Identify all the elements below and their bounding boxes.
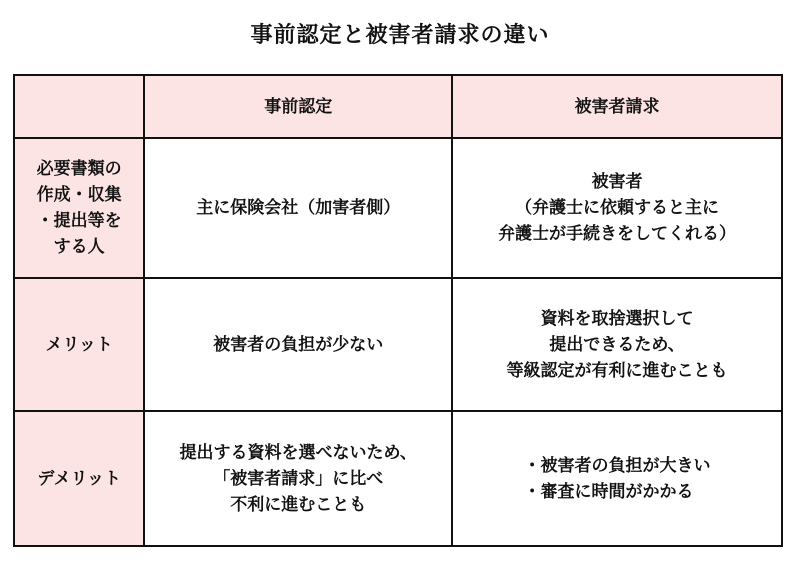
row-label-line: メリット [45, 334, 113, 355]
cell-line: （弁護士に依頼すると主に [515, 198, 720, 218]
cell-line: 提出できるため、 [549, 334, 685, 355]
row-label-line: する人 [53, 237, 105, 257]
cell-line: 主に保険会社（加害者側） [196, 198, 401, 218]
row-label-line: ・提出等を [36, 211, 122, 231]
cell-line: 不利に進むことも [230, 494, 367, 515]
cell-victim-responsible [452, 138, 782, 278]
row-label-line: 作成・収集 [36, 185, 122, 205]
row-label-merit [14, 278, 144, 411]
cell-victim-merit [452, 278, 782, 411]
cell-pre-approval-demerit [144, 411, 452, 546]
cell-line: 提出する資料を選べないため、 [179, 442, 417, 463]
cell-line: 弁護士が手続きをしてくれる） [498, 224, 737, 244]
list-item: ・審査に時間がかかる [523, 481, 694, 502]
row-label-responsible-party [14, 138, 144, 278]
bullet-list [524, 453, 711, 505]
cell-victim-demerit [452, 411, 782, 546]
table-row [14, 138, 782, 278]
list-item: ・被害者の負担が大きい [523, 455, 711, 476]
cell-line: 等級認定が有利に進むことも [506, 360, 728, 381]
table-row [14, 411, 782, 546]
cell-pre-approval-responsible [144, 138, 452, 278]
row-label-demerit [14, 411, 144, 546]
table-row [14, 278, 782, 411]
page-title: 事前認定と被害者請求の違い [250, 23, 550, 48]
comparison-table [13, 74, 783, 547]
row-label-line: デメリット [37, 468, 121, 489]
cell-pre-approval-merit [144, 278, 452, 411]
header-pre-approval: 事前認定 [144, 75, 452, 138]
header-row [14, 75, 782, 138]
header-corner-cell [14, 75, 144, 138]
cell-line: 資料を取捨選択して [540, 308, 694, 329]
cell-line: 「被害者請求」に比べ [213, 468, 384, 489]
header-victim-claim: 被害者請求 [452, 75, 782, 138]
cell-line: 被害者の負担が少ない [213, 334, 384, 355]
row-label-line: 必要書類の [36, 159, 122, 179]
cell-line: 被害者 [591, 172, 643, 192]
